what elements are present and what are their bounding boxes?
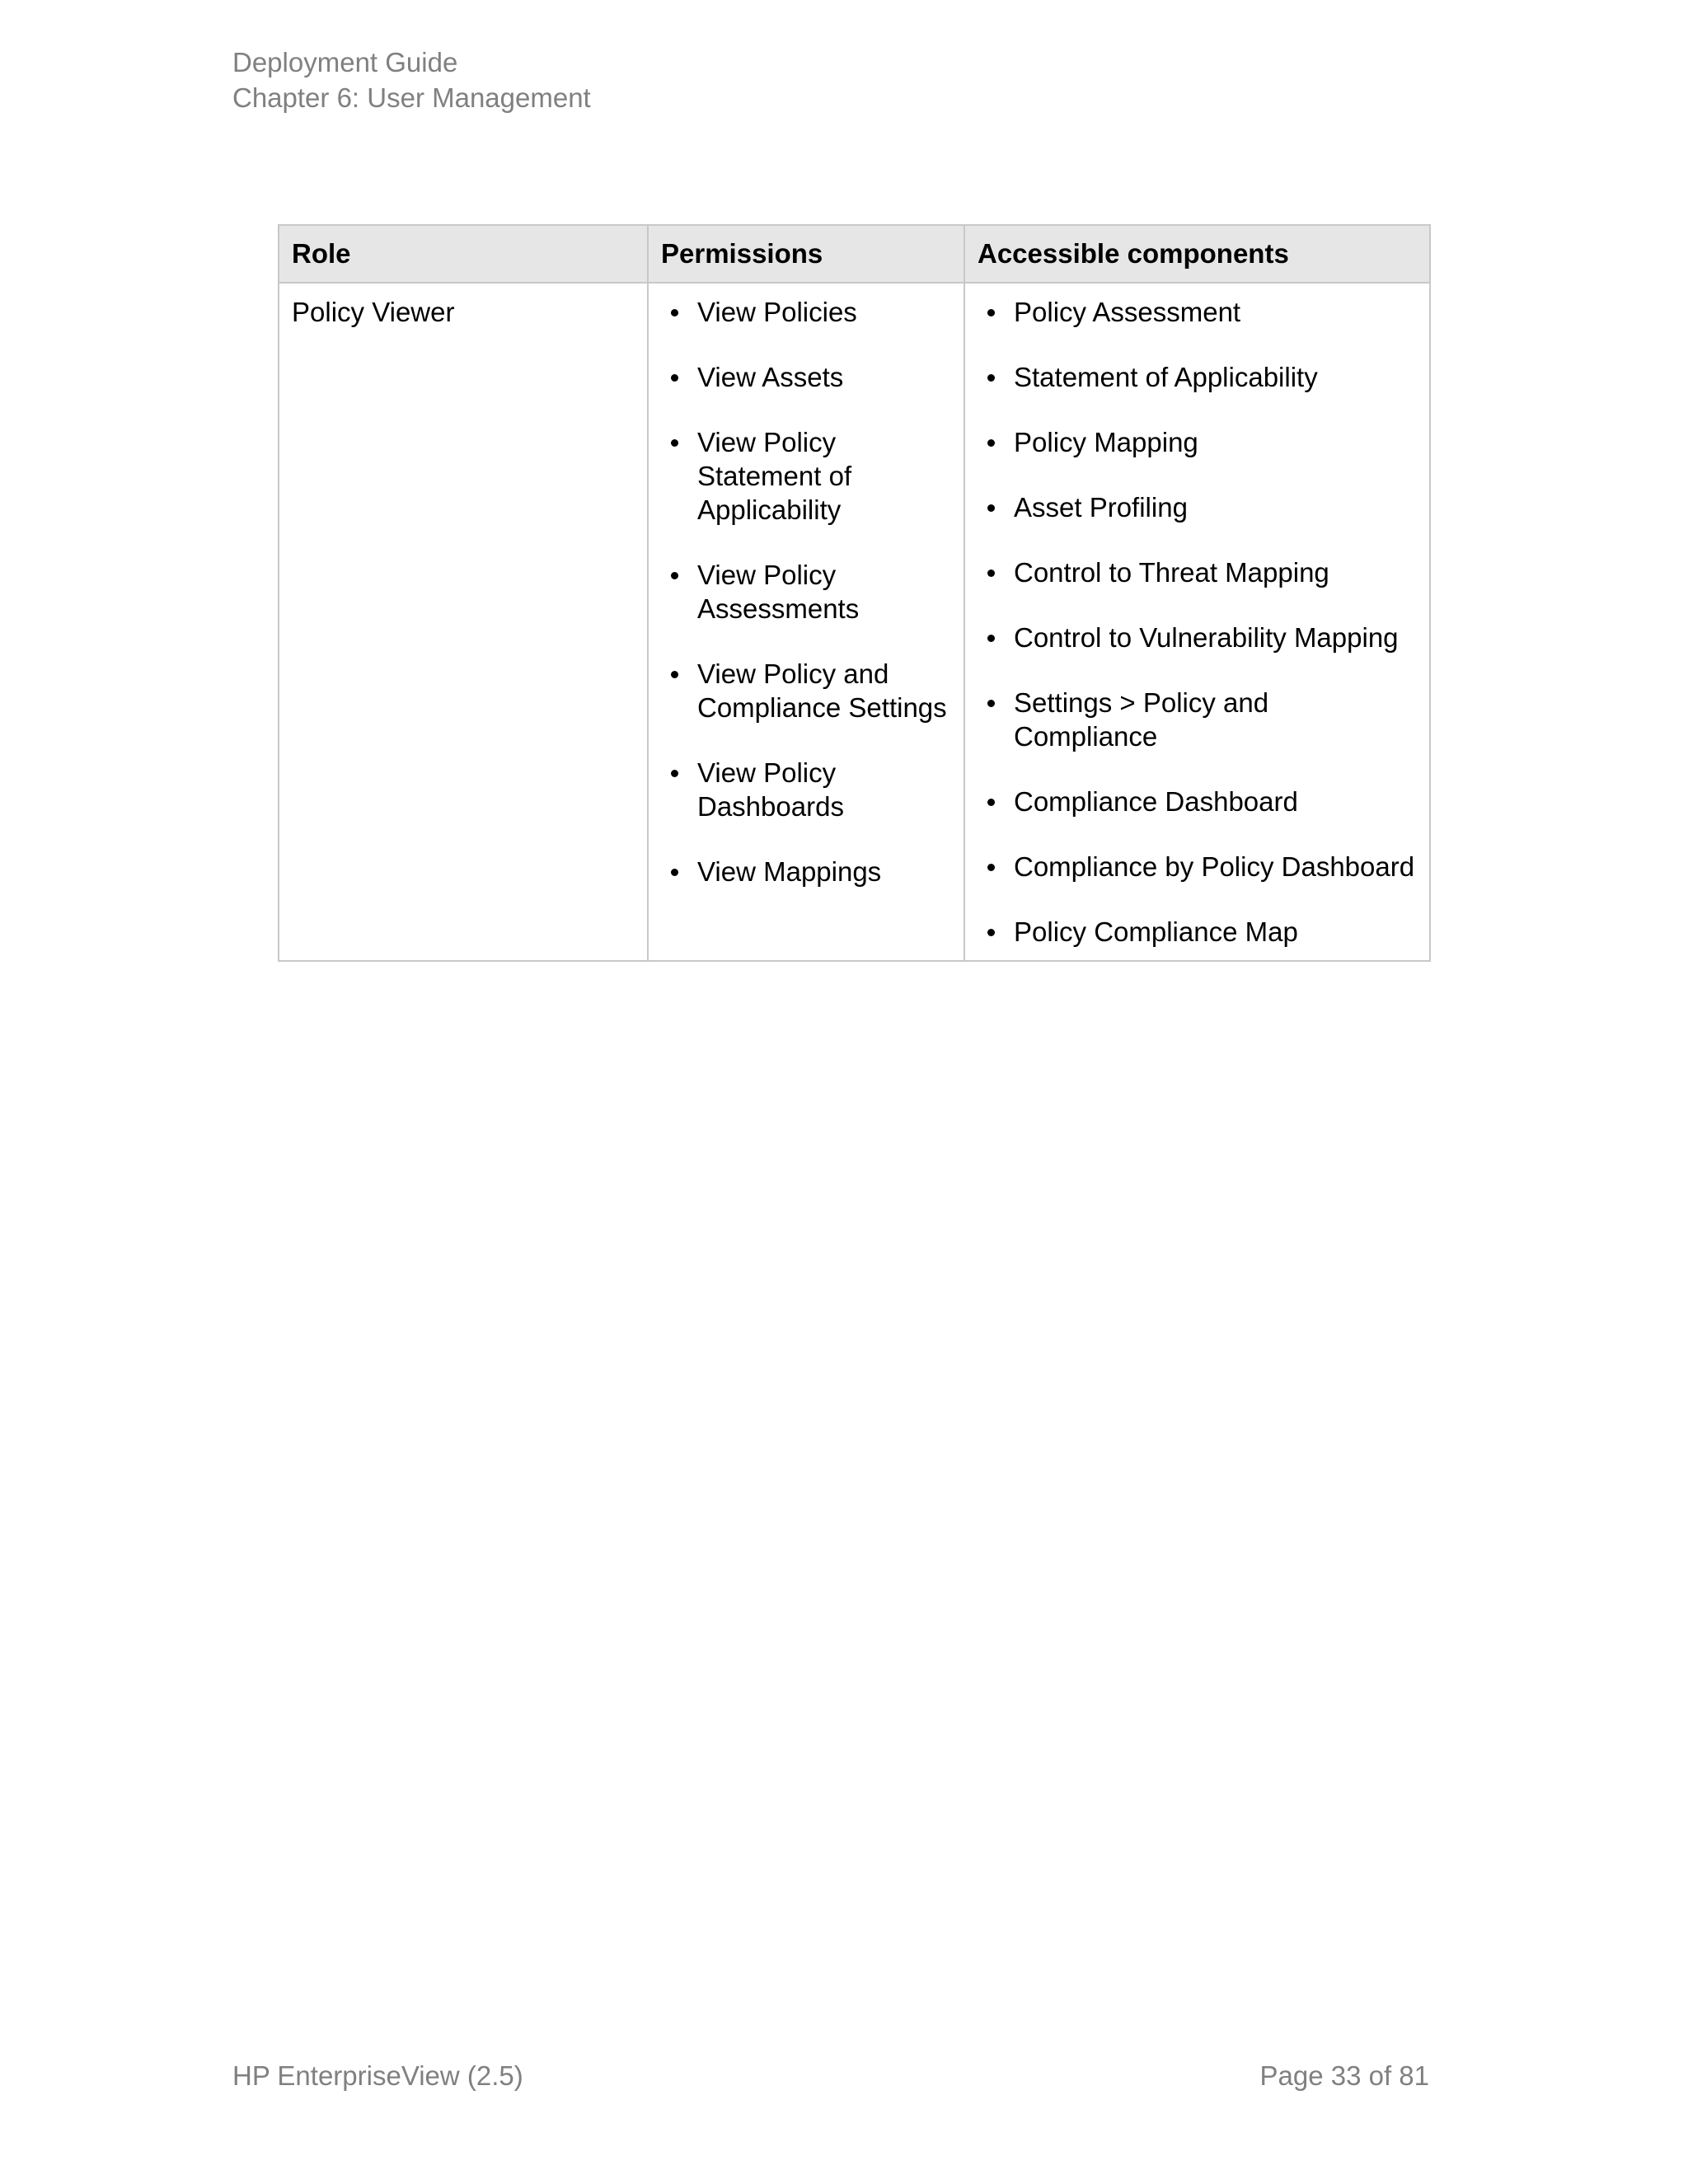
list-item: Statement of Applicability <box>978 360 1417 394</box>
column-header-permissions: Permissions <box>648 225 964 283</box>
list-item: Control to Threat Mapping <box>978 555 1417 589</box>
list-item: Control to Vulnerability Mapping <box>978 621 1417 654</box>
components-list <box>978 295 1417 949</box>
column-header-accessible-components: Accessible components <box>964 225 1430 283</box>
list-item: Policy Mapping <box>978 425 1417 459</box>
roles-table <box>278 224 1431 962</box>
list-item: Compliance by Policy Dashboard <box>978 850 1417 883</box>
list-item: View Assets <box>661 360 951 394</box>
column-header-role: Role <box>279 225 648 283</box>
list-item: Settings > Policy and Compliance <box>978 686 1417 753</box>
list-item: Policy Assessment <box>978 295 1417 329</box>
list-item: View Policy Assessments <box>661 558 951 626</box>
table-row <box>279 283 1430 961</box>
document-title: Deployment Guide <box>232 47 458 77</box>
permissions-list <box>661 295 951 888</box>
running-header <box>232 45 591 115</box>
list-item: Compliance Dashboard <box>978 785 1417 818</box>
list-item: View Policy Statement of Applicability <box>661 425 951 527</box>
components-cell <box>964 283 1430 961</box>
permissions-cell <box>648 283 964 961</box>
list-item: View Policy and Compliance Settings <box>661 657 951 724</box>
footer-page-number: Page 33 of 81 <box>1259 2060 1429 2091</box>
list-item: Asset Profiling <box>978 490 1417 524</box>
footer-product: HP EnterpriseView (2.5) <box>232 2060 523 2091</box>
table-header-row <box>279 225 1430 283</box>
role-cell: Policy Viewer <box>279 283 648 961</box>
list-item: View Mappings <box>661 855 951 888</box>
list-item: View Policy Dashboards <box>661 756 951 823</box>
list-item: View Policies <box>661 295 951 329</box>
chapter-title: Chapter 6: User Management <box>232 82 591 113</box>
list-item: Policy Compliance Map <box>978 915 1417 949</box>
